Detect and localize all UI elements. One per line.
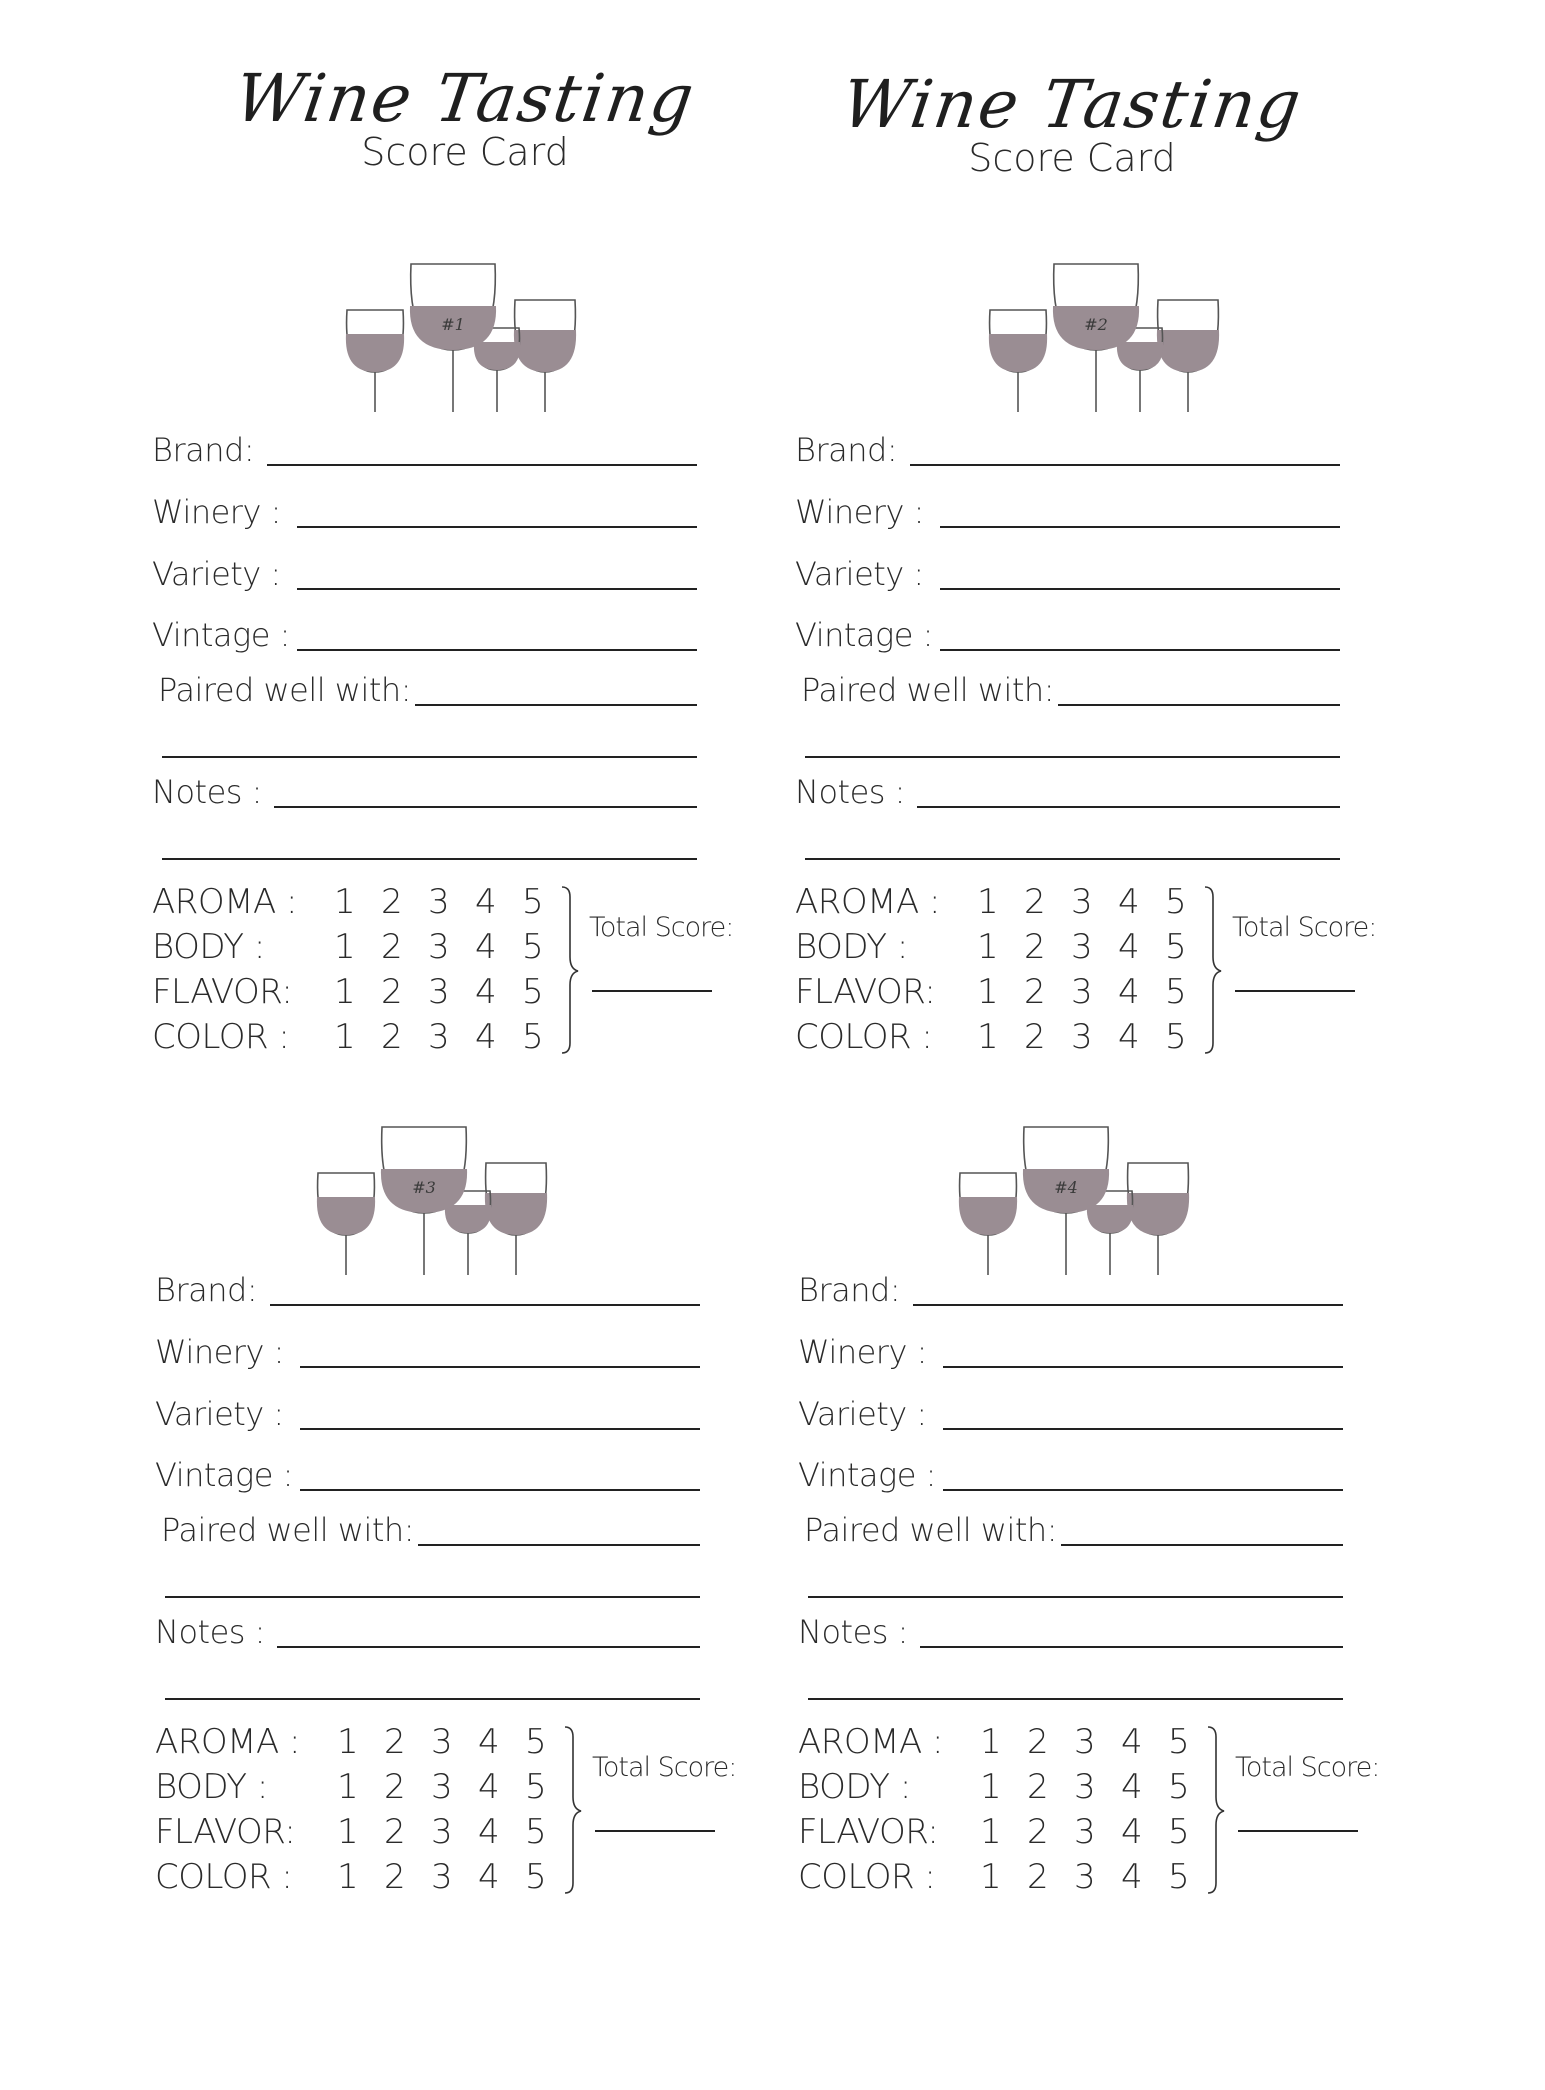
field-line-brand[interactable]: [913, 1304, 1343, 1306]
total-score-line[interactable]: [592, 990, 712, 992]
field-label-paired: Paired well with:: [158, 671, 411, 709]
field-line-notes[interactable]: [277, 1646, 700, 1648]
score-option[interactable]: 2: [1024, 882, 1046, 922]
field-label-winery: Winery :: [798, 1333, 927, 1371]
score-grid: [795, 880, 1235, 1060]
score-label: COLOR :: [795, 1017, 933, 1057]
score-label: AROMA :: [152, 882, 298, 922]
score-row: [152, 1015, 592, 1060]
score-option[interactable]: 5: [525, 1722, 547, 1762]
field-line-vintage[interactable]: [940, 649, 1340, 651]
score-label: COLOR :: [152, 1017, 290, 1057]
score-option[interactable]: 5: [522, 972, 544, 1012]
score-label: COLOR :: [155, 1857, 293, 1897]
field-label-notes: Notes :: [795, 773, 905, 811]
score-row: [152, 970, 592, 1015]
brace-icon: [560, 885, 580, 1055]
score-row: [155, 1855, 595, 1900]
score-option[interactable]: 2: [381, 1017, 403, 1057]
score-option[interactable]: 2: [381, 882, 403, 922]
score-option[interactable]: 1: [334, 882, 356, 922]
score-option[interactable]: 4: [1121, 1812, 1143, 1852]
field-line-variety[interactable]: [300, 1428, 700, 1430]
field-line-brand[interactable]: [910, 464, 1340, 466]
field-label-paired: Paired well with:: [801, 671, 1054, 709]
score-label: FLAVOR:: [795, 972, 936, 1012]
score-option[interactable]: 1: [334, 927, 356, 967]
score-option[interactable]: 5: [1165, 882, 1187, 922]
score-option[interactable]: 2: [1024, 972, 1046, 1012]
score-option[interactable]: 3: [431, 1857, 453, 1897]
score-option[interactable]: 5: [522, 882, 544, 922]
field-line-notes[interactable]: [274, 806, 697, 808]
glass-badge: #3: [412, 1178, 436, 1197]
field-label-variety: Variety :: [795, 555, 924, 593]
score-option[interactable]: 2: [384, 1812, 406, 1852]
score-option[interactable]: 3: [431, 1767, 453, 1807]
score-option[interactable]: 4: [475, 1017, 497, 1057]
field-label-brand: Brand:: [795, 431, 898, 469]
score-row: [155, 1810, 595, 1855]
field-label-paired: Paired well with:: [161, 1511, 414, 1549]
total-score-line[interactable]: [1235, 990, 1355, 992]
field-line-vintage[interactable]: [943, 1489, 1343, 1491]
field-line-continued[interactable]: [808, 1596, 1343, 1598]
field-label-brand: Brand:: [798, 1271, 901, 1309]
score-label: BODY :: [798, 1767, 911, 1807]
header-title: Wine Tasting: [837, 66, 1307, 143]
score-option[interactable]: 4: [478, 1722, 500, 1762]
score-row: [795, 970, 1235, 1015]
field-label-winery: Winery :: [795, 493, 924, 531]
score-label: AROMA :: [798, 1722, 944, 1762]
score-option[interactable]: 1: [337, 1857, 359, 1897]
total-score-label: Total Score:: [592, 1752, 737, 1783]
card-header-1: [205, 62, 725, 174]
field-label-notes: Notes :: [152, 773, 262, 811]
score-label: BODY :: [795, 927, 908, 967]
score-option[interactable]: 4: [1118, 927, 1140, 967]
total-score-label: Total Score:: [1232, 912, 1377, 943]
score-option[interactable]: 3: [428, 972, 450, 1012]
score-option[interactable]: 5: [1168, 1812, 1190, 1852]
score-option[interactable]: 2: [1027, 1812, 1049, 1852]
score-option[interactable]: 2: [1024, 1017, 1046, 1057]
score-option[interactable]: 5: [522, 1017, 544, 1057]
score-option[interactable]: 4: [475, 927, 497, 967]
field-label-variety: Variety :: [155, 1395, 284, 1433]
score-option[interactable]: 1: [977, 882, 999, 922]
glass-badge: #4: [1054, 1178, 1078, 1197]
field-line-winery[interactable]: [297, 526, 697, 528]
field-line-brand[interactable]: [270, 1304, 700, 1306]
field-line-continued[interactable]: [805, 756, 1340, 758]
score-label: BODY :: [152, 927, 265, 967]
brace-icon: [1203, 885, 1223, 1055]
score-option[interactable]: 1: [334, 972, 356, 1012]
score-row: [795, 925, 1235, 970]
field-label-winery: Winery :: [155, 1333, 284, 1371]
total-score-label: Total Score:: [589, 912, 734, 943]
field-line-paired[interactable]: [415, 704, 697, 706]
field-line-paired[interactable]: [1061, 1544, 1343, 1546]
score-option[interactable]: 1: [337, 1812, 359, 1852]
score-label: COLOR :: [798, 1857, 936, 1897]
total-score-line[interactable]: [595, 1830, 715, 1832]
score-option[interactable]: 5: [525, 1767, 547, 1807]
score-row: [798, 1855, 1238, 1900]
field-line-variety[interactable]: [297, 588, 697, 590]
score-option[interactable]: 3: [431, 1722, 453, 1762]
score-option[interactable]: 3: [1071, 1017, 1093, 1057]
score-label: AROMA :: [155, 1722, 301, 1762]
score-option[interactable]: 2: [1024, 927, 1046, 967]
score-option[interactable]: 2: [1027, 1857, 1049, 1897]
score-row: [798, 1765, 1238, 1810]
field-label-variety: Variety :: [152, 555, 281, 593]
field-line-winery[interactable]: [940, 526, 1340, 528]
score-option[interactable]: 1: [337, 1767, 359, 1807]
score-row: [798, 1720, 1238, 1765]
score-option[interactable]: 5: [525, 1812, 547, 1852]
glass-badge: #1: [441, 315, 465, 334]
score-option[interactable]: 1: [980, 1812, 1002, 1852]
score-label: FLAVOR:: [798, 1812, 939, 1852]
score-option[interactable]: 4: [1121, 1767, 1143, 1807]
score-option[interactable]: 4: [1118, 972, 1140, 1012]
score-option[interactable]: 2: [381, 972, 403, 1012]
score-option[interactable]: 4: [478, 1812, 500, 1852]
field-line-paired[interactable]: [1058, 704, 1340, 706]
field-line-notes[interactable]: [917, 806, 1340, 808]
field-label-brand: Brand:: [155, 1271, 258, 1309]
field-line-brand[interactable]: [267, 464, 697, 466]
score-option[interactable]: 1: [980, 1857, 1002, 1897]
score-label: FLAVOR:: [155, 1812, 296, 1852]
score-option[interactable]: 5: [525, 1857, 547, 1897]
score-row: [798, 1810, 1238, 1855]
card-header-2: [812, 68, 1332, 180]
field-line-winery[interactable]: [300, 1366, 700, 1368]
wine-glasses-icon: [958, 1125, 1198, 1285]
field-line-continued[interactable]: [805, 858, 1340, 860]
field-label-vintage: Vintage :: [798, 1456, 936, 1494]
score-option[interactable]: 5: [1165, 972, 1187, 1012]
score-option[interactable]: 1: [977, 1017, 999, 1057]
score-option[interactable]: 5: [522, 927, 544, 967]
field-label-brand: Brand:: [152, 431, 255, 469]
score-option[interactable]: 5: [1168, 1722, 1190, 1762]
score-option[interactable]: 2: [1027, 1722, 1049, 1762]
field-label-vintage: Vintage :: [155, 1456, 293, 1494]
score-option[interactable]: 3: [428, 882, 450, 922]
score-option[interactable]: 4: [1121, 1857, 1143, 1897]
field-label-vintage: Vintage :: [152, 616, 290, 654]
score-option[interactable]: 1: [337, 1722, 359, 1762]
score-grid: [152, 880, 592, 1060]
score-label: BODY :: [155, 1767, 268, 1807]
score-option[interactable]: 4: [1118, 882, 1140, 922]
wine-glasses-icon: [316, 1125, 556, 1285]
score-option[interactable]: 1: [977, 927, 999, 967]
score-option[interactable]: 4: [1118, 1017, 1140, 1057]
score-option[interactable]: 3: [1071, 972, 1093, 1012]
score-row: [155, 1720, 595, 1765]
score-option[interactable]: 3: [428, 927, 450, 967]
score-option[interactable]: 2: [384, 1722, 406, 1762]
wine-glasses-icon: [345, 262, 585, 422]
score-option[interactable]: 3: [1074, 1767, 1096, 1807]
field-line-notes[interactable]: [920, 1646, 1343, 1648]
score-option[interactable]: 4: [478, 1857, 500, 1897]
total-score-line[interactable]: [1238, 1830, 1358, 1832]
score-grid: [798, 1720, 1238, 1900]
score-option[interactable]: 4: [475, 882, 497, 922]
field-line-winery[interactable]: [943, 1366, 1343, 1368]
score-option[interactable]: 5: [1168, 1767, 1190, 1807]
score-row: [152, 925, 592, 970]
score-row: [795, 880, 1235, 925]
total-score-label: Total Score:: [1235, 1752, 1380, 1783]
field-label-notes: Notes :: [798, 1613, 908, 1651]
score-grid: [155, 1720, 595, 1900]
field-line-vintage[interactable]: [300, 1489, 700, 1491]
score-row: [155, 1765, 595, 1810]
score-label: FLAVOR:: [152, 972, 293, 1012]
field-line-continued[interactable]: [162, 756, 697, 758]
field-line-variety[interactable]: [943, 1428, 1343, 1430]
score-row: [795, 1015, 1235, 1060]
brace-icon: [1206, 1725, 1226, 1895]
brace-icon: [563, 1725, 583, 1895]
score-option[interactable]: 1: [334, 1017, 356, 1057]
score-option[interactable]: 3: [431, 1812, 453, 1852]
field-line-paired[interactable]: [418, 1544, 700, 1546]
score-option[interactable]: 2: [1027, 1767, 1049, 1807]
score-option[interactable]: 1: [977, 972, 999, 1012]
header-title: Wine Tasting: [230, 60, 700, 137]
field-line-continued[interactable]: [165, 1698, 700, 1700]
field-label-notes: Notes :: [155, 1613, 265, 1651]
header-subtitle: Score Card: [361, 130, 569, 174]
field-label-variety: Variety :: [798, 1395, 927, 1433]
score-option[interactable]: 5: [1165, 1017, 1187, 1057]
score-row: [152, 880, 592, 925]
score-option[interactable]: 1: [980, 1767, 1002, 1807]
score-option[interactable]: 2: [384, 1767, 406, 1807]
header-subtitle: Score Card: [968, 136, 1176, 180]
field-line-continued[interactable]: [165, 1596, 700, 1598]
score-option[interactable]: 3: [428, 1017, 450, 1057]
score-card-3: [155, 1270, 755, 2090]
score-option[interactable]: 4: [1121, 1722, 1143, 1762]
score-option[interactable]: 4: [478, 1767, 500, 1807]
field-line-continued[interactable]: [162, 858, 697, 860]
score-option[interactable]: 3: [1071, 927, 1093, 967]
field-label-paired: Paired well with:: [804, 1511, 1057, 1549]
field-line-vintage[interactable]: [297, 649, 697, 651]
score-option[interactable]: 3: [1071, 882, 1093, 922]
field-label-vintage: Vintage :: [795, 616, 933, 654]
score-option[interactable]: 5: [1168, 1857, 1190, 1897]
score-label: AROMA :: [795, 882, 941, 922]
score-option[interactable]: 4: [475, 972, 497, 1012]
field-line-variety[interactable]: [940, 588, 1340, 590]
glass-badge: #2: [1084, 315, 1108, 334]
field-line-continued[interactable]: [808, 1698, 1343, 1700]
score-option[interactable]: 5: [1165, 927, 1187, 967]
wine-glasses-icon: [988, 262, 1228, 422]
score-option[interactable]: 2: [384, 1857, 406, 1897]
score-option[interactable]: 1: [980, 1722, 1002, 1762]
score-option[interactable]: 3: [1074, 1722, 1096, 1762]
score-option[interactable]: 3: [1074, 1812, 1096, 1852]
score-option[interactable]: 2: [381, 927, 403, 967]
score-option[interactable]: 3: [1074, 1857, 1096, 1897]
field-label-winery: Winery :: [152, 493, 281, 531]
score-card-4: [798, 1270, 1398, 2090]
